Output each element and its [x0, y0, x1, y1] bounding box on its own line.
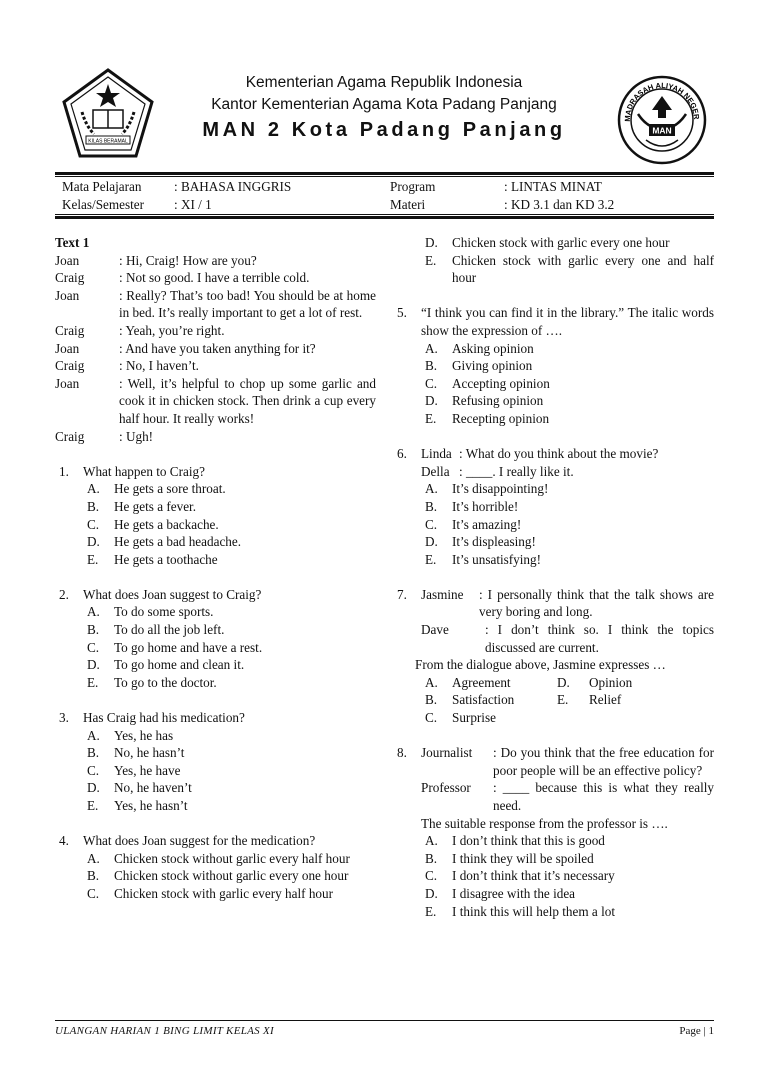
option[interactable]: A. To do some sports.: [87, 604, 214, 620]
option[interactable]: D. No, he haven’t: [87, 780, 192, 796]
dialogue-line: Joan : And have you taken anything for it?: [55, 340, 316, 356]
header-ministry: Kementerian Agama Republik Indonesia: [245, 74, 523, 91]
option[interactable]: E. Yes, he hasn’t: [87, 798, 188, 813]
dialogue-line: Dave : I don’t think so. I think the topics discussed are current.: [421, 622, 714, 655]
option[interactable]: Relief: [589, 692, 622, 708]
option[interactable]: D. To go home and clean it.: [87, 657, 245, 673]
header-rule-thin: [55, 176, 714, 177]
option[interactable]: E. To go to the doctor.: [87, 674, 217, 690]
option[interactable]: C. It’s amazing!: [425, 516, 522, 532]
option-row: B. Satisfaction E. Relief: [425, 692, 622, 708]
class-label: Kelas/Semester: [62, 197, 145, 212]
option-row: A. Agreement D. Opinion: [425, 674, 633, 690]
option[interactable]: Agreement: [452, 674, 511, 690]
text1-title: Text 1: [55, 235, 90, 250]
option[interactable]: E. It’s unsatisfying!: [425, 551, 542, 567]
option[interactable]: B. To do all the job left.: [87, 622, 225, 638]
svg-text:MADRASAH ALIYAH NEGERI: MADRASAH ALIYAH NEGER: [622, 80, 702, 122]
meta-rule-thick: [55, 216, 714, 219]
dialogue-line: Joan : Hi, Craig! How are you?: [55, 252, 257, 268]
question-3: 3. Has Craig had his medication?: [59, 710, 245, 726]
option[interactable]: A. It’s disappointing!: [425, 481, 549, 497]
option[interactable]: B. He gets a fever.: [87, 498, 197, 514]
header-office: Kantor Kementerian Agama Kota Padang Panjang: [211, 96, 557, 113]
materi-label: Materi: [390, 197, 426, 212]
svg-text:KILAS BERAMAL: KILAS BERAMAL: [88, 138, 128, 145]
option[interactable]: C. Chicken stock with garlic every half hour: [87, 885, 333, 901]
right-column: [393, 234, 714, 920]
option[interactable]: C. I don’t think that it’s necessary: [425, 868, 615, 884]
option[interactable]: Opinion: [589, 674, 633, 690]
svg-text:MAN: MAN: [652, 125, 672, 136]
option-row: C. Surprise: [425, 710, 496, 726]
option[interactable]: B. Giving opinion: [425, 358, 533, 374]
option[interactable]: E. I think this will help them a lot: [425, 903, 615, 919]
option[interactable]: B. No, he hasn’t: [87, 745, 185, 761]
option[interactable]: B. It’s horrible!: [425, 498, 519, 514]
footer-rule: [55, 1020, 714, 1021]
subject-label: Mata Pelajaran: [62, 179, 142, 194]
program-value: : LINTAS MINAT: [504, 179, 602, 194]
question-7: 7. Jasmine : I personally think that the talk shows are very boring and long.: [397, 586, 714, 620]
option[interactable]: A. Asking opinion: [425, 340, 534, 356]
meta-rule-thin: [55, 214, 714, 215]
subject-value: : BAHASA INGGRIS: [174, 179, 292, 194]
man-logo: [616, 74, 708, 166]
question-7-prompt: From the dialogue above, Jasmine expresses …: [415, 657, 666, 673]
dialogue-line: Joan : Really? That’s too bad! You should be at home in bed. It’s really important to get a lot of rest.: [55, 287, 376, 321]
dialogue-line: Joan : Well, it’s helpful to chop up some garlic and cook it in chicken stock. Then drink a cup every half hour. It really works!: [55, 375, 376, 426]
option[interactable]: B. I think they will be spoiled: [425, 850, 594, 866]
option[interactable]: E. Recepting opinion: [425, 410, 550, 426]
question-8-prompt: The suitable response from the professor is ….: [421, 815, 668, 831]
option[interactable]: C. To go home and have a rest.: [87, 639, 263, 655]
header-rule-thick: [55, 172, 714, 175]
option[interactable]: C. Yes, he have: [87, 762, 181, 778]
option[interactable]: D. I disagree with the idea: [425, 885, 576, 901]
option[interactable]: Surprise: [452, 710, 496, 726]
option[interactable]: A. Chicken stock without garlic every half hour: [87, 850, 350, 866]
option[interactable]: A. He gets a sore throat.: [87, 481, 226, 497]
left-column: [55, 234, 376, 903]
dialogue-line: Craig : Yeah, you’re right.: [55, 322, 225, 338]
footer-title: ULANGAN HARIAN 1 BING LIMIT KELAS XI: [55, 1025, 274, 1037]
option[interactable]: D. Chicken stock with garlic every one hour: [425, 235, 670, 250]
page-number: Page | 1: [679, 1025, 714, 1037]
option[interactable]: A. Yes, he has: [87, 727, 174, 743]
materi-value: : KD 3.1 dan KD 3.2: [504, 197, 615, 212]
option[interactable]: C. He gets a backache.: [87, 516, 219, 532]
option[interactable]: E. He gets a toothache: [87, 551, 218, 567]
option[interactable]: B. Chicken stock without garlic every one hour: [87, 868, 349, 884]
dialogue-line: Della : ____. I really like it.: [421, 463, 574, 479]
header-school: MAN 2 Kota Padang Panjang: [202, 119, 566, 141]
option[interactable]: D. It’s displeasing!: [425, 534, 536, 550]
question-6: 6. Linda : What do you think about the movie?: [397, 446, 659, 462]
dialogue-line: Professor : ____ because this is what they really need.: [421, 780, 714, 813]
option[interactable]: Satisfaction: [452, 692, 515, 708]
program-label: Program: [390, 179, 436, 194]
option[interactable]: E. Chicken stock with garlic every one and half hour: [425, 252, 714, 286]
question-4: 4. What does Joan suggest for the medication?: [59, 833, 316, 849]
option[interactable]: D. Refusing opinion: [425, 393, 544, 409]
option[interactable]: C. Accepting opinion: [425, 375, 550, 391]
question-2: 2. What does Joan suggest to Craig?: [59, 586, 262, 602]
option[interactable]: A. I don’t think that this is good: [425, 833, 605, 849]
question-5: 5. “I think you can find it in the library.” The italic words show the expression of ….: [397, 305, 714, 338]
dialogue-line: Craig : Not so good. I have a terrible cold.: [55, 270, 310, 286]
dialogue-line: Craig : No, I haven’t.: [55, 358, 199, 374]
option[interactable]: D. He gets a bad headache.: [87, 534, 242, 550]
question-8: 8. Journalist : Do you think that the free education for poor people will be an effective policy?: [397, 745, 714, 778]
class-value: : XI / 1: [174, 197, 212, 212]
dialogue-line: Craig : Ugh!: [55, 428, 154, 444]
question-1: 1. What happen to Craig?: [59, 463, 205, 479]
kemenag-logo: [60, 66, 156, 162]
